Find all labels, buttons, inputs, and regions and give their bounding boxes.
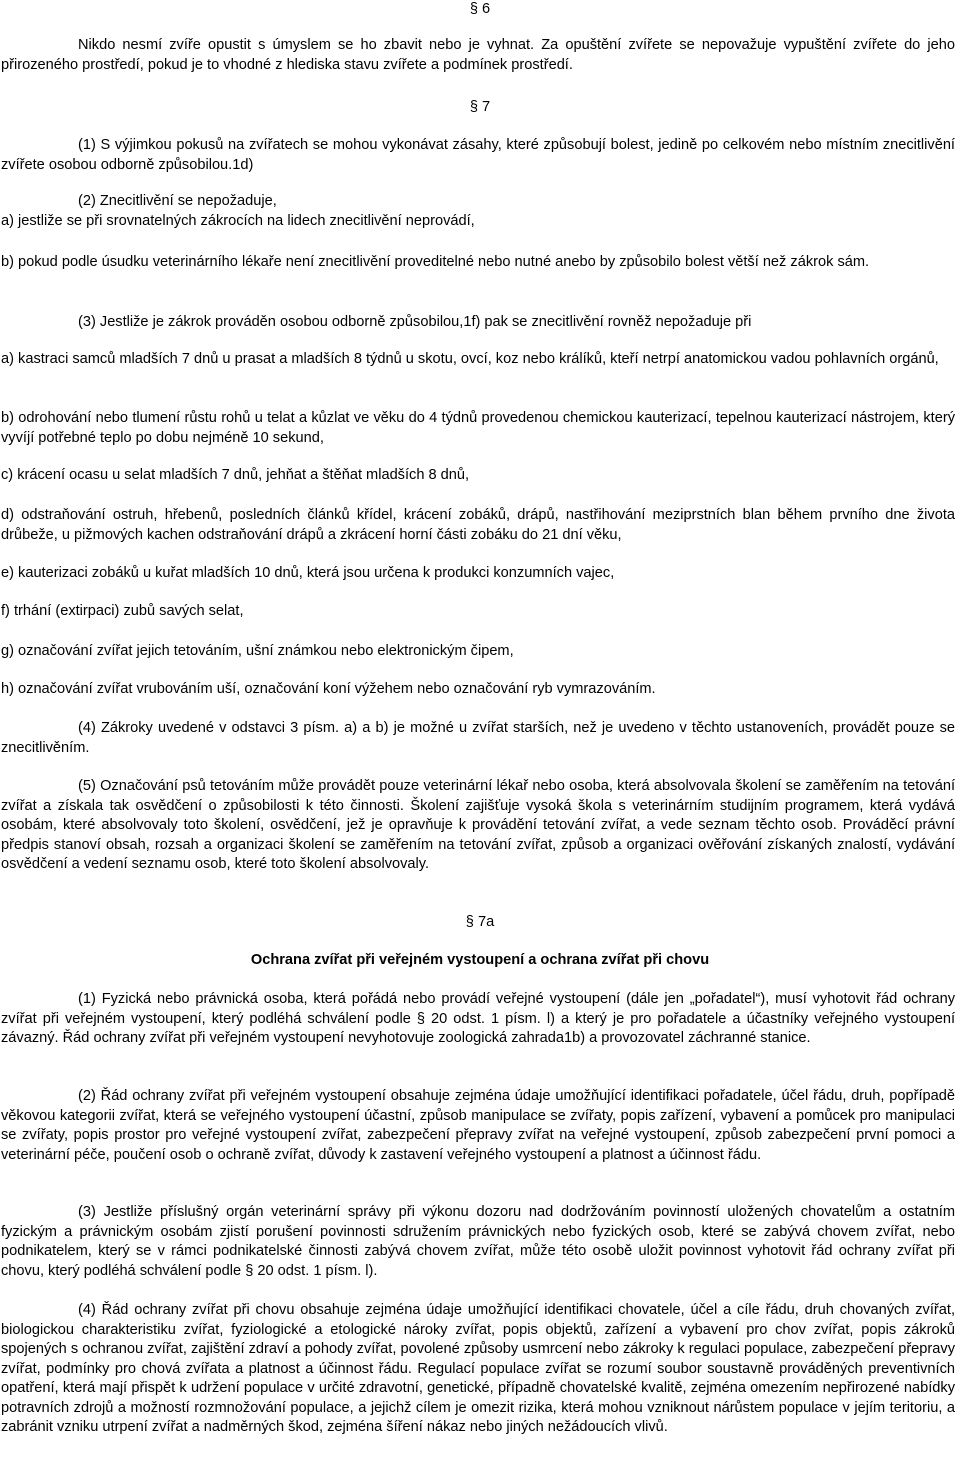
list-item: g) označování zvířat jejich tetováním, ušní známkou nebo elektronickým čipem, — [1, 643, 514, 659]
section-heading: § 6 — [469, 1, 491, 17]
list-item: a) jestliže se při srovnatelných zákrocích na lidech znecitlivění neprovádí, — [1, 213, 475, 229]
paragraph: (3) Jestliže je zákrok prováděn osobou odborně způsobilou,1f) pak se znecitlivění rovněž nepožaduje při — [78, 314, 752, 330]
list-item: e) kauterizaci zobáků u kuřat mladších 10 dnů, která jsou určena k produkci konzumních vajec, — [1, 565, 615, 581]
paragraph: (4) Zákroky uvedené v odstavci 3 písm. a) a b) je možné u zvířat starších, než je uvedeno v těchto ustanoveních, provádět pouze se znecitlivěním. — [1, 720, 955, 756]
list-item: h) označování zvířat vrubováním uší, označování koní výžehem nebo označování ryb vymrazováním. — [1, 681, 656, 697]
paragraph: (2) Znecitlivění se nepožaduje, — [78, 193, 277, 209]
list-item: c) krácení ocasu u selat mladších 7 dnů, jehňat a štěňat mladších 8 dnů, — [1, 467, 470, 483]
paragraph: (4) Řád ochrany zvířat při chovu obsahuje zejména údaje umožňující identifikaci chovatele, účel a cíle řádu, druh chovaných zvířat, biologickou charakteristiku zvířat, fyziologické a etologické nároky zvířat, popis objektů, zařízení a vybavení pro chov zvířat, popis zákroků spojených s ochranou zvířat, zajištění zdraví a pohody zvířat, povolené způsoby usmrcení nebo zákroky k regulaci populace, zabezpečení přepravy zvířat, podmínky pro chová zvířata a platnost a účinnost řádu. Regulací populace zvířat se rozumí soubor soustavně prováděných preventivních opatření, která mají přispět k udržení populace v určité zdravotní, genetické, případně chovatelské kvalitě, zejména omezením nepřirozené nabídky potravních zdrojů a možností rozmnožování populace, a jejichž cílem je omezit rizika, která mohou vzniknout nárůstem populace v jejím teritoriu, a zabránit vzniku utrpení zvířat a nadměrných škod, zejména šíření nákaz nebo jiných nežádoucích vlivů. — [1, 1302, 955, 1435]
list-item: d) odstraňování ostruh, hřebenů, posledních článků křídel, krácení zobáků, drápů, nastřihování meziprstních blan během prvního dne života drůbeže, u pižmových kachen odstraňování drápů a zkrácení horní části zobáku do 21 dní věku, — [1, 507, 955, 543]
paragraph: (2) Řád ochrany zvířat při veřejném vystoupení obsahuje zejména údaje umožňující identifikaci pořadatele, účel řádu, druh, popřípadě věkovou kategorii zvířat, která se veřejného vystoupení účastní, způsob manipulace se zvířaty, popis zařízení, vybavení a pomůcek pro manipulaci se zvířaty, popis prostor pro veřejné vystoupení zvířat, zabezpečení přepravy zvířat na veřejné vystoupení, způsob zabezpečení první pomoci a veterinární péče, poučení osob o ochraně zvířat, důvody k zastavení veřejného vystoupení a platnost a účinnost řádu. — [1, 1088, 955, 1163]
section-title: Ochrana zvířat při veřejném vystoupení a ochrana zvířat při chovu — [250, 952, 710, 968]
paragraph: (5) Označování psů tetováním může provádět pouze veterinární lékař nebo osoba, která absolvovala školení se zaměřením na tetování zvířat a získala tak osvědčení o způsobilosti k této činnosti. Školení zajišťuje vysoká škola s veterinárním studijním programem, která vydává osobám, které absolvovaly toto školení, osvědčení, jež je opravňuje k provádění tetování zvířat, a vede seznam těchto osob. Prováděcí právní předpis stanoví obsah, rozsah a organizaci školení se zaměřením na tetování zvířat, způsob a organizaci ověřování získaných znalostí, vydávání osvědčení a vedení seznamu osob, které toto školení absolvovaly. — [1, 778, 955, 872]
list-item: a) kastraci samců mladších 7 dnů u prasat a mladších 8 týdnů u skotu, ovcí, koz nebo králíků, kteří netrpí anatomickou vadou pohlavních orgánů, — [1, 351, 939, 367]
paragraph: (3) Jestliže příslušný orgán veterinární správy při výkonu dozoru nad dodržováním povinností uložených chovatelům a ostatním fyzickým a právnickým osobám zjistí porušení povinnosti sdružením právnických nebo fyzických osob, které se zabývá chovem zvířat, nebo podnikatelem, který se v rámci podnikatelské činnosti zabývá chovem zvířat, může této osobě uložit povinnost vyhotovit řád ochrany zvířat při chovu, který podléhá schválení podle § 20 odst. 1 písm. l). — [1, 1204, 955, 1279]
list-item: b) pokud podle úsudku veterinárního lékaře není znecitlivění proveditelné nebo nutné anebo by způsobilo bolest větší než zákrok sám. — [1, 254, 870, 270]
list-item: b) odrohování nebo tlumení růstu rohů u telat a kůzlat ve věku do 4 týdnů provedenou chemickou kauterizací, tepelnou kauterizací nástrojem, který vyvíjí potřebné teplo po dobu nejméně 10 sekund, — [1, 410, 955, 446]
paragraph: (1) S výjimkou pokusů na zvířatech se mohou vykonávat zásahy, které způsobují bolest, jedině po celkovém nebo místním znecitlivění zvířete osobou odborně způsobilou.1d) — [1, 137, 955, 173]
list-item: f) trhání (extirpaci) zubů savých selat, — [1, 603, 244, 619]
paragraph: Nikdo nesmí zvíře opustit s úmyslem se ho zbavit nebo je vyhnat. Za opuštění zvířete se nepovažuje vypuštění zvířete do jeho přirozeného prostředí, pokud je to vhodné z hlediska stavu zvířete a podmínek prostředí. — [1, 37, 955, 73]
section-heading: § 7 — [469, 99, 491, 115]
section-heading: § 7a — [465, 914, 495, 930]
paragraph: (1) Fyzická nebo právnická osoba, která pořádá nebo provádí veřejné vystoupení (dále jen „pořadatel“), musí vyhotovit řád ochrany zvířat při veřejném vystoupení, který podléhá schválení podle § 20 odst. 1 písm. l) a který je pro pořadatele a účastníky veřejného vystoupení závazný. Řád ochrany zvířat při veřejném vystoupení nevyhotovuje zoologická zahrada1b) a provozovatel záchranné stanice. — [1, 991, 955, 1046]
